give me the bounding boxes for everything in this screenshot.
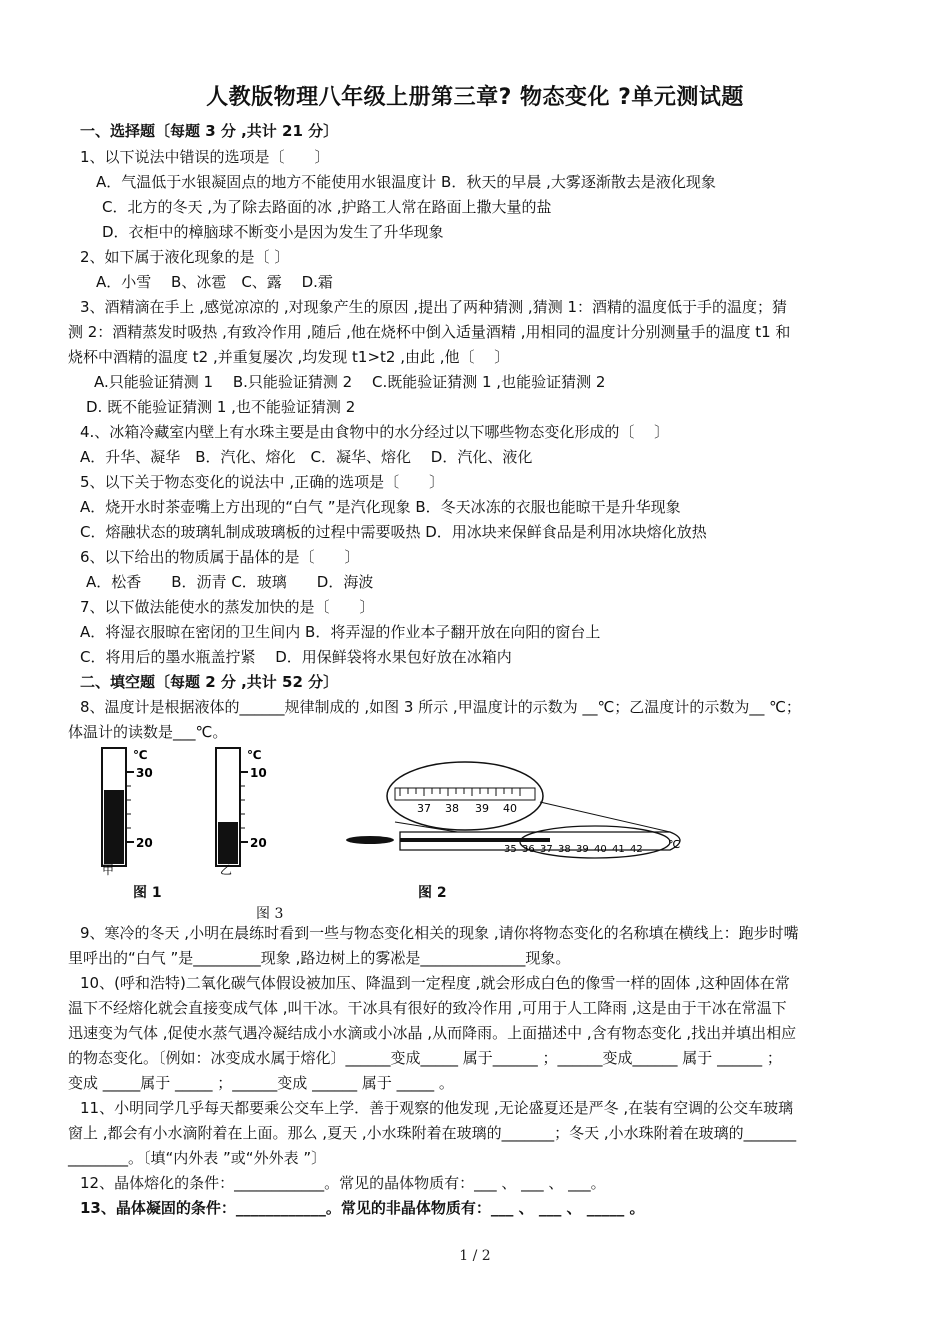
figure-2-caption: 图 2 (418, 885, 447, 901)
scale-tick-42: 42 (630, 844, 643, 855)
question-10-line3: 迅速变为气体 ,促使水蒸气遇冷凝结成小水滴或小冰晶 ,从而降雨。上面描述中 ,含有物态变化 ,找出并填出相应 (68, 1024, 797, 1042)
question-7: 7、以下做法能使水的蒸发加快的是〔 〕 (80, 598, 375, 616)
question-6: 6、以下给出的物质属于晶体的是〔 〕 (80, 548, 360, 566)
jia-name-label: 甲 (102, 863, 115, 877)
scale-tick-38: 38 (558, 844, 571, 855)
q4-options: A．升华、凝华 B．汽化、熔化 C．凝华、熔化 D．汽化、液化 (80, 448, 533, 466)
jia-top-tick: 30 (136, 766, 153, 780)
thermometer-yi (216, 748, 267, 877)
yi-bottom-tick: 20 (250, 836, 267, 850)
q2-options: A．小雪 B、冰雹 C、露 D.霜 (96, 273, 333, 291)
q1-option-c: C．北方的冬天 ,为了除去路面的冰 ,护路工人常在路面上撒大量的盐 (102, 198, 552, 216)
q5-option-ab: A．烧开水时茶壶嘴上方出现的“白气 ”是汽化现象 B．冬天冰冻的衣服也能晾干是升华现象 (80, 498, 681, 516)
question-11-line1: 11、小明同学几乎每天都要乘公交车上学．善于观察的他发现 ,无论盛夏还是严冬 ,在装有空调的公交车玻璃 (80, 1099, 794, 1117)
scale-tick-40: 40 (594, 844, 607, 855)
q5-option-cd: C．熔融状态的玻璃轧制成玻璃板的过程中需要吸热 D．用冰块来保鲜食品是利用冰块熔化放热 (80, 523, 707, 541)
scale-tick-35: 35 (504, 844, 517, 855)
question-10-line5: 变成 _____属于 _____ ；______变成 ______ 属于 _____ 。 (68, 1074, 454, 1092)
q3-option-d: D. 既不能验证猜测 1 ,也不能验证猜测 2 (86, 398, 356, 416)
figure-3-caption: 图 3 (256, 906, 284, 922)
zoom-tick-37: 37 (417, 802, 431, 815)
question-5: 5、以下关于物态变化的说法中 ,正确的选项是〔 〕 (80, 473, 445, 491)
scale-tick-41: 41 (612, 844, 625, 855)
page-number: 1 / 2 (459, 1248, 491, 1264)
zoom-tick-39: 39 (475, 802, 489, 815)
question-10-line2: 温下不经熔化就会直接变成气体 ,叫干冰。干冰具有很好的致冷作用 ,可用于人工降雨 ,这是由于干冰在常温下 (68, 999, 787, 1017)
yi-name-label: 乙 (220, 863, 233, 877)
question-11-line2: 窗上 ,都会有小水滴附着在上面。那么 ,夏天 ,小水珠附着在玻璃的_______；冬天 ,小水珠附着在玻璃的_______ (68, 1124, 797, 1142)
jia-bottom-tick: 20 (136, 836, 153, 850)
zoom-tick-38: 38 (445, 802, 459, 815)
question-11-line3: ________。〔填“内外表 ”或“外外表 ”〕 (68, 1149, 327, 1167)
clinical-unit-label: ℃ (668, 838, 681, 851)
question-8-line2: 体温计的读数是___℃。 (68, 723, 228, 741)
q3-options-abc: A.只能验证猜测 1 B.只能验证猜测 2 C.既能验证猜测 1 ,也能验证猜测 2 (94, 373, 606, 391)
q1-option-d: D．衣柜中的樟脑球不断变小是因为发生了升华现象 (102, 223, 444, 241)
question-12: 12、晶体熔化的条件：____________。常见的晶体物质有：___ 、 ___ 、 ___。 (80, 1174, 606, 1192)
figure-2-clinical-thermometer (340, 752, 700, 870)
question-9-line2: 里呼出的“白气 ”是_________现象 ,路边树上的雾凇是______________现象。 (68, 949, 571, 967)
question-3-line3: 烧杯中酒精的温度 t2 ,并重复屡次 ,均发现 t1>t2 ,由此 ,他〔 〕 (68, 348, 510, 366)
q6-options: A．松香 B．沥青 C．玻璃 D．海波 (86, 573, 374, 591)
question-3-line2: 测 2：酒精蒸发时吸热 ,有致冷作用 ,随后 ,他在烧杯中倒入适量酒精 ,用相同的温度计分别测量手的温度 t1 和 (68, 323, 791, 341)
figure-1-thermometers (80, 742, 290, 902)
q7-option-ab: A．将湿衣服晾在密闭的卫生间内 B．将弄湿的作业本子翻开放在向阳的窗台上 (80, 623, 601, 641)
question-10-line4: 的物态变化。〔例如：冰变成水属于熔化〕______变成_____ 属于______ ；______变成______ 属于 ______ ； (68, 1049, 782, 1067)
zoom-tick-40: 40 (503, 802, 517, 815)
q1-option-ab: A．气温低于水银凝固点的地方不能使用水银温度计 B．秋天的早晨 ,大雾逐渐散去是液化现象 (96, 173, 716, 191)
question-10-line1: 10、(呼和浩特)二氧化碳气体假设被加压、降温到一定程度 ,就会形成白色的像雪一样的固体 ,这种固体在常 (80, 974, 790, 992)
scale-tick-36: 36 (522, 844, 535, 855)
question-9-line1: 9、寒冷的冬天 ,小明在晨练时看到一些与物态变化相关的现象 ,请你将物态变化的名称填在横线上：跑步时嘴 (80, 924, 799, 942)
yi-top-tick: 10 (250, 766, 267, 780)
scale-tick-37: 37 (540, 844, 553, 855)
question-8-line1: 8、温度计是根据液体的______规律制成的 ,如图 3 所示 ,甲温度计的示数为 __℃；乙温度计的示数为__ ℃； (80, 698, 801, 716)
page-title: 人教版物理八年级上册第三章? 物态变化 ?单元测试题 (206, 85, 744, 110)
section-heading-fill: 二、填空题〔每题 2 分 ,共计 52 分〕 (80, 673, 339, 691)
question-1: 1、以下说法中错误的选项是〔 〕 (80, 148, 330, 166)
question-3-line1: 3、酒精滴在手上 ,感觉凉凉的 ,对现象产生的原因 ,提出了两种猜测 ,猜测 1：酒精的温度低于手的温度；猜 (80, 298, 788, 316)
q7-option-cd: C．将用后的墨水瓶盖拧紧 D．用保鲜袋将水果包好放在冰箱内 (80, 648, 512, 666)
yi-unit-label: ℃ (247, 748, 262, 762)
figure-1-caption: 图 1 (133, 885, 162, 901)
scale-tick-39: 39 (576, 844, 589, 855)
question-2: 2、如下属于液化现象的是〔 〕 (80, 248, 290, 266)
question-4: 4.、冰箱冷藏室内壁上有水珠主要是由食物中的水分经过以下哪些物态变化形成的〔 〕 (80, 423, 670, 441)
jia-unit-label: ℃ (133, 748, 148, 762)
section-heading-choice: 一、选择题〔每题 3 分 ,共计 21 分〕 (80, 122, 339, 140)
question-13: 13、晶体凝固的条件：____________。常见的非晶体物质有：___ 、 ___ 、 _____ 。 (80, 1199, 645, 1217)
thermometer-jia (102, 748, 153, 877)
